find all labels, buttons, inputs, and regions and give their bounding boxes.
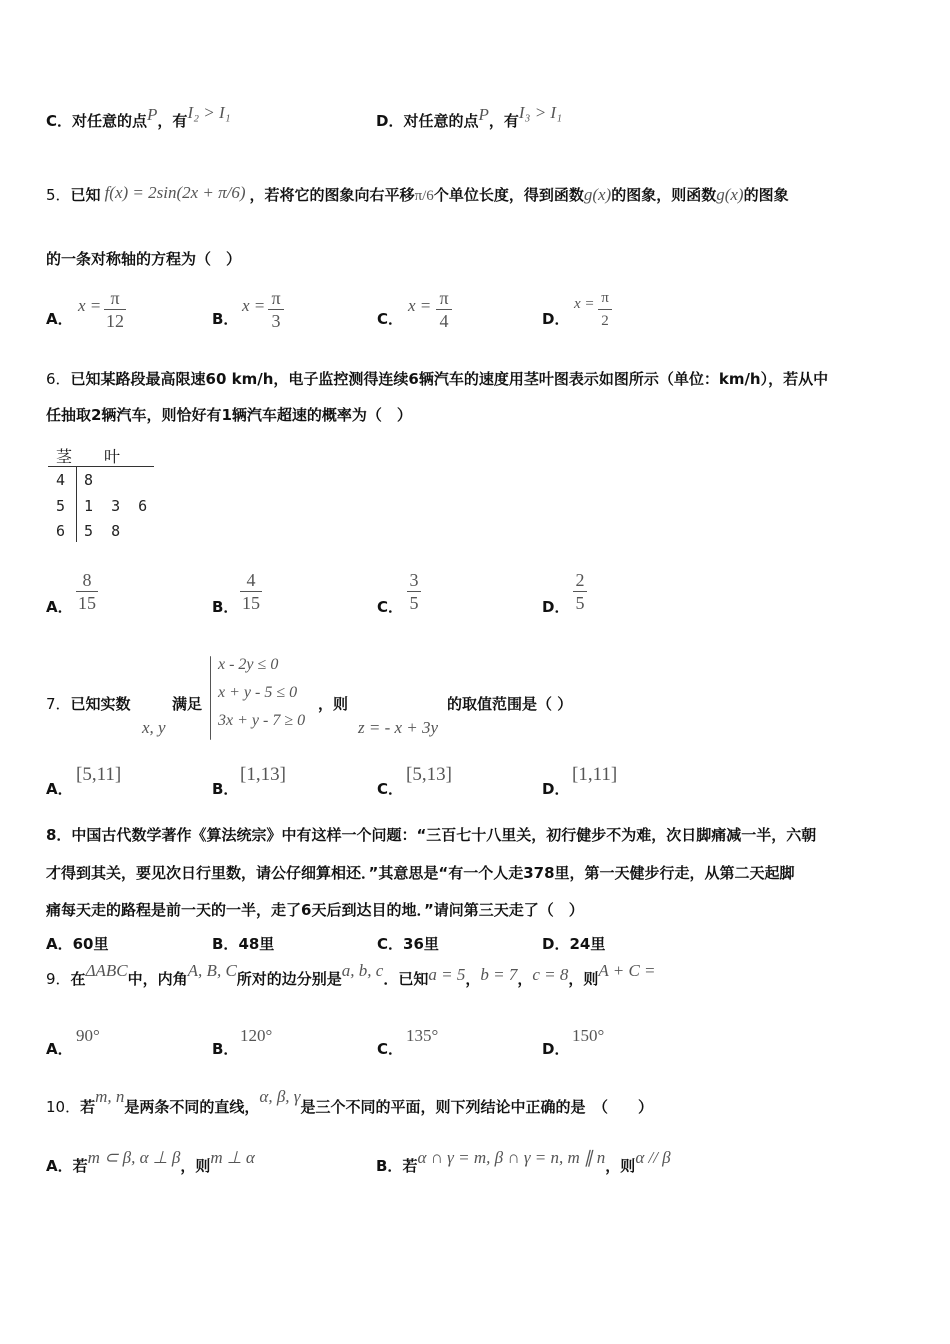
question-text: 若	[80, 1098, 96, 1116]
stem-value: 6	[56, 522, 66, 540]
q6-option-b[interactable]	[212, 596, 238, 617]
separator: ，	[465, 970, 481, 988]
q6-line2: 任抽取2辆汽车，则恰好有1辆汽车超速的概率为（ ）	[46, 406, 412, 424]
q4-option-c	[46, 103, 231, 131]
math-inequality: I₃ > I₁	[518, 103, 562, 122]
plot-header-line	[48, 466, 154, 467]
q5-options	[46, 288, 906, 332]
option-text: ，有	[157, 112, 188, 130]
angles: A, B, C	[187, 961, 237, 980]
option-interval: [5,13]	[406, 764, 452, 785]
option-label: D．	[376, 112, 404, 130]
q10-option-a[interactable]	[46, 1148, 255, 1176]
side-a: a = 5	[428, 965, 466, 984]
question-number: 6．	[46, 370, 71, 388]
q5-option-d[interactable]	[542, 308, 569, 329]
option-fraction: π 4	[436, 288, 452, 331]
q10-option-b[interactable]	[376, 1148, 671, 1176]
plot-divider-line	[76, 466, 77, 542]
option-condition: m ⊂ β, α ⊥ β	[87, 1148, 181, 1167]
option-label: B．	[212, 598, 239, 616]
separator: ，	[517, 970, 533, 988]
question-text: 所对的边分别是	[236, 970, 342, 988]
option-text: ，则	[605, 1157, 636, 1175]
q5-option-c[interactable]	[377, 308, 403, 329]
question-text: 在	[70, 970, 86, 988]
option-lhs: x =	[408, 296, 432, 315]
q8-option-a[interactable]	[46, 933, 108, 954]
vars-xy: x, y	[142, 718, 166, 737]
leaf-header: 叶	[104, 447, 121, 466]
option-label: C．	[377, 310, 404, 328]
option-interval: [1,13]	[240, 764, 286, 785]
question-text: 中，内角	[127, 970, 188, 988]
option-fraction: π 12	[106, 288, 124, 331]
question-text: ，则	[318, 695, 349, 713]
question-text: 个单位长度，得到函数	[433, 186, 584, 204]
function-f: f(x) = 2sin(2x + π/6)	[104, 183, 246, 202]
q8-option-d[interactable]	[542, 933, 605, 954]
option-label: A．	[46, 1157, 73, 1175]
option-label: A．	[46, 1040, 73, 1058]
question-text: 是三个不同的平面，则下列结论中正确的是 （ ）	[300, 1098, 654, 1116]
stem-value: 5	[56, 497, 66, 515]
q6-option-d[interactable]	[542, 596, 569, 617]
q8-line2: 才得到其关，要见次日行里数，请公仔细算相还．”其意思是“有一个人走378里，第一天健步行走，从第二天起脚	[46, 864, 795, 882]
option-lhs: x =	[78, 296, 102, 315]
constraint-1: x - 2y ≤ 0	[218, 656, 279, 673]
option-angle: 90°	[76, 1026, 100, 1045]
option-lhs: x =	[574, 296, 595, 312]
option-text: ，则	[180, 1157, 211, 1175]
question-number: 9．	[46, 970, 71, 988]
option-label: C．	[46, 112, 73, 130]
option-result: α // β	[635, 1148, 671, 1167]
stem-value: 4	[56, 471, 66, 489]
math-var: P	[147, 105, 158, 124]
sides: a, b, c	[341, 961, 384, 980]
leaf-values: 1 3 6	[84, 497, 148, 515]
q10-line	[46, 1087, 654, 1117]
option-angle: 120°	[240, 1026, 273, 1045]
constraint-3: 3x + y - 7 ≥ 0	[218, 712, 306, 729]
option-label: C．	[377, 598, 404, 616]
system-brace	[210, 656, 211, 740]
q9-option-c[interactable]	[377, 1038, 403, 1059]
q7-option-a[interactable]	[46, 778, 73, 799]
q8-line3: 痛每天走的路程是前一天的一半，走了6天后到达目的地．”请问第三天走了（ ）	[46, 901, 584, 919]
option-text: 若	[402, 1157, 418, 1175]
option-label: B．	[212, 310, 239, 328]
lines-mn: m, n	[95, 1087, 125, 1106]
q5-line1	[46, 184, 789, 205]
leaf-values: 5 8	[84, 522, 121, 540]
q5-option-b[interactable]	[212, 308, 238, 329]
function-g: g(x)	[583, 185, 612, 204]
q4-option-d	[376, 103, 562, 131]
option-label: B．	[212, 935, 239, 953]
planes: α, β, γ	[259, 1087, 301, 1106]
shift-amount: π/6	[414, 188, 434, 204]
math-inequality: I₂ > I₁	[187, 103, 231, 122]
objective-z: z = - x + 3y	[358, 718, 439, 737]
option-value: 60里	[72, 935, 109, 953]
triangle: ΔABC	[85, 961, 128, 980]
question-text: 的图象	[743, 186, 789, 204]
q5-line2: 的一条对称轴的方程为（ ）	[46, 250, 242, 268]
q9-option-d[interactable]	[542, 1038, 569, 1059]
q5-option-a[interactable]	[46, 308, 73, 329]
option-label: D．	[542, 310, 570, 328]
option-fraction: 4 15	[242, 570, 260, 613]
q6-option-c[interactable]	[377, 596, 403, 617]
option-label: D．	[542, 935, 570, 953]
side-c: c = 8	[532, 965, 569, 984]
side-b: b = 7	[480, 965, 518, 984]
option-angle: 135°	[406, 1026, 439, 1045]
option-angle: 150°	[572, 1026, 605, 1045]
option-value: 36里	[403, 935, 439, 953]
stem-leaf-plot	[48, 440, 158, 544]
question-number: 7．	[46, 695, 71, 713]
q8-option-c[interactable]	[377, 933, 439, 954]
q6-options	[46, 568, 906, 622]
q7-option-b[interactable]	[212, 778, 238, 799]
option-label: A．	[46, 310, 73, 328]
option-text: ，有	[488, 112, 519, 130]
question-text: 已知某路段最高限速60 km/h，电子监控测得连续6辆汽车的速度用茎叶图表示如图所示（单位：km/h），若从中	[70, 370, 829, 388]
q6-option-a[interactable]	[46, 596, 73, 617]
question-number: 5．	[46, 186, 71, 204]
option-fraction: 3 5	[407, 570, 421, 613]
q7-option-c[interactable]	[377, 778, 403, 799]
option-lhs: x =	[242, 296, 266, 315]
q8-options	[46, 933, 906, 955]
question-text: ，若将它的图象向右平移	[249, 186, 415, 204]
q6-line1	[46, 368, 828, 389]
option-interval: [5,11]	[76, 764, 122, 785]
option-fraction: π 3	[268, 288, 284, 331]
option-fraction: 8 15	[78, 570, 96, 613]
q7-option-d[interactable]	[542, 778, 569, 799]
constraint-2: x + y - 5 ≤ 0	[218, 684, 298, 701]
option-value: 48里	[238, 935, 275, 953]
q8-option-b[interactable]	[212, 933, 274, 954]
option-text: 对任意的点	[403, 112, 479, 130]
option-condition: α ∩ γ = m, β ∩ γ = n, m ∥ n	[417, 1148, 606, 1167]
option-label: A．	[46, 598, 73, 616]
option-fraction: 2 5	[573, 570, 587, 613]
option-label: D．	[542, 1040, 570, 1058]
q8-line1: 8．中国古代数学著作《算法统宗》中有这样一个问题：“三百七十八里关，初行健步不为难，次日脚痛减一半，六朝	[46, 826, 817, 844]
question-text: ．已知	[383, 970, 429, 988]
q9-option-a[interactable]	[46, 1038, 73, 1059]
option-text: 对任意的点	[72, 112, 148, 130]
question-text: 满足	[172, 695, 203, 713]
option-label: D．	[542, 598, 570, 616]
option-label: B．	[212, 780, 239, 798]
question-text: 的图象，则函数	[611, 186, 717, 204]
question-text: ，则	[568, 970, 599, 988]
q7-number	[46, 693, 131, 714]
question-number: 10．	[46, 1098, 81, 1116]
q7-options	[46, 762, 906, 796]
option-fraction: π 2	[598, 288, 612, 331]
ask-expression: A + C =	[598, 961, 656, 980]
option-label: B．	[212, 1040, 239, 1058]
option-label: C．	[377, 780, 404, 798]
option-value: 24里	[569, 935, 606, 953]
leaf-values: 8	[84, 471, 94, 489]
question-text: 的取值范围是（ ）	[447, 695, 573, 713]
q9-option-b[interactable]	[212, 1038, 238, 1059]
question-text: 已知	[70, 186, 101, 204]
option-label: A．	[46, 935, 73, 953]
question-text: 已知实数	[70, 695, 131, 713]
function-g: g(x)	[716, 185, 744, 204]
option-label: D．	[542, 780, 570, 798]
option-label: C．	[377, 1040, 404, 1058]
question-text: 是两条不同的直线，	[124, 1098, 260, 1116]
option-label: B．	[376, 1157, 403, 1175]
option-label: A．	[46, 780, 73, 798]
option-label: C．	[377, 935, 404, 953]
option-text: 若	[72, 1157, 88, 1175]
option-result: m ⊥ α	[210, 1148, 255, 1167]
math-var: P	[478, 105, 489, 124]
option-interval: [1,11]	[572, 764, 618, 785]
stem-header: 茎	[56, 447, 73, 466]
q9-options	[46, 1024, 906, 1058]
q9-line	[46, 961, 656, 989]
